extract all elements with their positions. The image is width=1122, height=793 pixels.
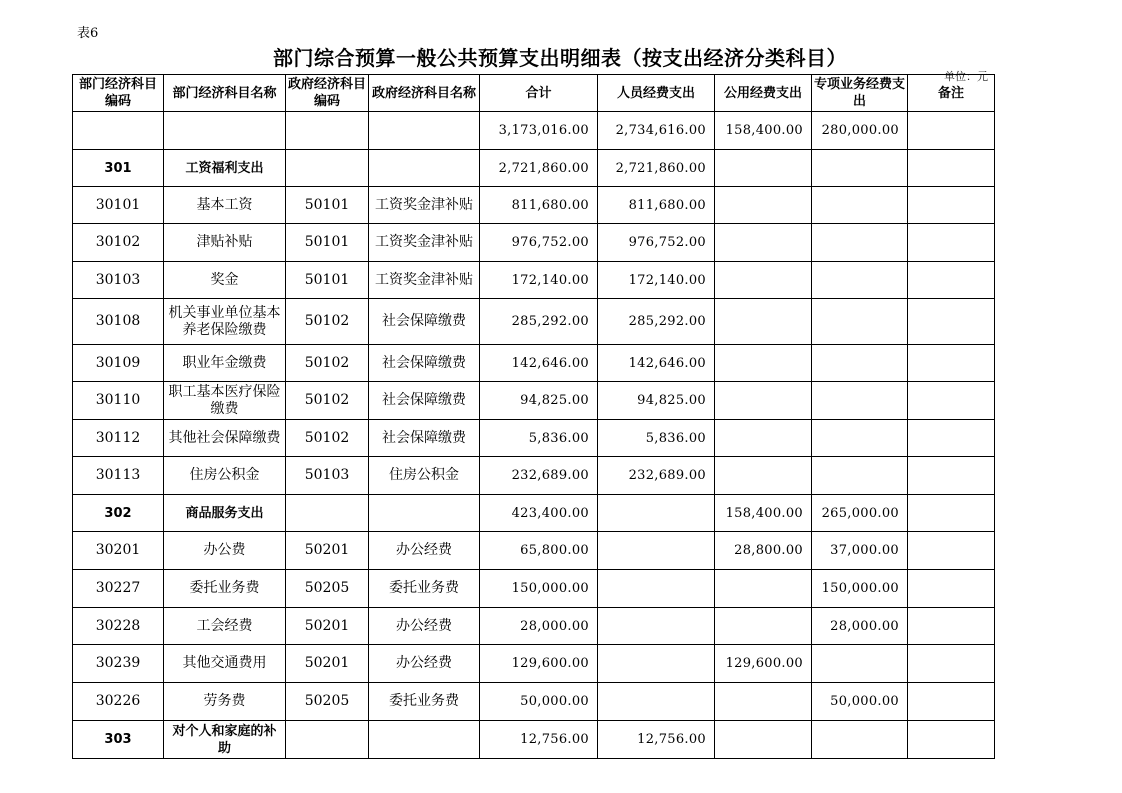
cell-gov-name	[369, 150, 480, 187]
cell-gov-name	[369, 721, 480, 759]
cell-note	[908, 683, 995, 721]
cell-gov-name: 办公经费	[369, 532, 480, 570]
cell-gov-name: 办公经费	[369, 608, 480, 645]
cell-note	[908, 495, 995, 532]
cell-public	[715, 721, 812, 759]
cell-gov-name: 委托业务费	[369, 683, 480, 721]
col-header-dept-name: 部门经济科目名称	[164, 75, 286, 112]
cell-gov-code: 50103	[286, 457, 369, 495]
cell-public: 158,400.00	[715, 495, 812, 532]
cell-personnel	[598, 608, 715, 645]
cell-gov-code	[286, 495, 369, 532]
col-header-dept-code: 部门经济科目编码	[73, 75, 164, 112]
cell-personnel: 142,646.00	[598, 345, 715, 382]
cell-dept-name: 职工基本医疗保险缴费	[164, 382, 286, 420]
cell-total: 65,800.00	[480, 532, 598, 570]
table-row	[73, 262, 995, 299]
cell-gov-code: 50102	[286, 420, 369, 457]
cell-total: 976,752.00	[480, 224, 598, 262]
cell-note	[908, 645, 995, 683]
cell-dept-name: 机关事业单位基本养老保险缴费	[164, 299, 286, 345]
cell-gov-name: 社会保障缴费	[369, 299, 480, 345]
table-row	[73, 299, 995, 345]
cell-gov-name	[369, 112, 480, 150]
cell-personnel: 811,680.00	[598, 187, 715, 224]
cell-dept-code: 30110	[73, 382, 164, 420]
cell-note	[908, 187, 995, 224]
table-row	[73, 645, 995, 683]
cell-personnel: 976,752.00	[598, 224, 715, 262]
cell-dept-code: 30239	[73, 645, 164, 683]
cell-public	[715, 150, 812, 187]
cell-note	[908, 608, 995, 645]
cell-note	[908, 532, 995, 570]
cell-special	[812, 224, 908, 262]
cell-personnel	[598, 645, 715, 683]
cell-note	[908, 112, 995, 150]
cell-note	[908, 570, 995, 608]
cell-dept-code: 30102	[73, 224, 164, 262]
table-row	[73, 187, 995, 224]
table-row	[73, 570, 995, 608]
cell-gov-name: 住房公积金	[369, 457, 480, 495]
cell-special	[812, 262, 908, 299]
cell-special: 280,000.00	[812, 112, 908, 150]
table-row	[73, 224, 995, 262]
cell-gov-code: 50205	[286, 570, 369, 608]
cell-dept-code: 30228	[73, 608, 164, 645]
cell-special: 150,000.00	[812, 570, 908, 608]
cell-note	[908, 721, 995, 759]
cell-gov-code: 50102	[286, 382, 369, 420]
cell-gov-code: 50101	[286, 187, 369, 224]
cell-total: 94,825.00	[480, 382, 598, 420]
cell-dept-name: 其他社会保障缴费	[164, 420, 286, 457]
cell-gov-code	[286, 721, 369, 759]
cell-dept-code: 30113	[73, 457, 164, 495]
cell-dept-code: 30112	[73, 420, 164, 457]
cell-total: 423,400.00	[480, 495, 598, 532]
cell-special	[812, 457, 908, 495]
cell-dept-code: 302	[73, 495, 164, 532]
col-header-gov-code: 政府经济科目编码	[286, 75, 369, 112]
cell-gov-name: 办公经费	[369, 645, 480, 683]
cell-public	[715, 608, 812, 645]
table-row	[73, 683, 995, 721]
col-header-public: 公用经费支出	[715, 75, 812, 112]
cell-personnel: 172,140.00	[598, 262, 715, 299]
cell-total: 142,646.00	[480, 345, 598, 382]
header-row	[73, 75, 995, 112]
cell-dept-code: 301	[73, 150, 164, 187]
cell-dept-name: 津贴补贴	[164, 224, 286, 262]
cell-note	[908, 299, 995, 345]
cell-special	[812, 150, 908, 187]
cell-personnel	[598, 683, 715, 721]
cell-personnel: 285,292.00	[598, 299, 715, 345]
cell-gov-code	[286, 112, 369, 150]
cell-dept-name: 工资福利支出	[164, 150, 286, 187]
cell-dept-name: 基本工资	[164, 187, 286, 224]
cell-special	[812, 721, 908, 759]
cell-dept-code: 30108	[73, 299, 164, 345]
cell-total: 2,721,860.00	[480, 150, 598, 187]
cell-personnel	[598, 495, 715, 532]
cell-personnel: 94,825.00	[598, 382, 715, 420]
cell-public	[715, 224, 812, 262]
cell-dept-code: 30109	[73, 345, 164, 382]
cell-dept-code: 30101	[73, 187, 164, 224]
cell-personnel	[598, 532, 715, 570]
cell-public	[715, 262, 812, 299]
cell-gov-code: 50101	[286, 224, 369, 262]
cell-total: 172,140.00	[480, 262, 598, 299]
cell-gov-code: 50102	[286, 299, 369, 345]
cell-special: 37,000.00	[812, 532, 908, 570]
cell-public: 28,800.00	[715, 532, 812, 570]
cell-special: 28,000.00	[812, 608, 908, 645]
col-header-note: 备注	[908, 75, 995, 112]
cell-dept-code: 303	[73, 721, 164, 759]
col-header-special: 专项业务经费支出	[812, 75, 908, 112]
cell-gov-name: 社会保障缴费	[369, 382, 480, 420]
cell-public	[715, 299, 812, 345]
cell-personnel: 2,734,616.00	[598, 112, 715, 150]
cell-personnel: 2,721,860.00	[598, 150, 715, 187]
col-header-personnel: 人员经费支出	[598, 75, 715, 112]
page-title: 部门综合预算一般公共预算支出明细表（按支出经济分类科目）	[273, 46, 847, 70]
cell-total: 285,292.00	[480, 299, 598, 345]
cell-total: 150,000.00	[480, 570, 598, 608]
cell-special	[812, 345, 908, 382]
cell-note	[908, 345, 995, 382]
cell-personnel	[598, 570, 715, 608]
cell-note	[908, 224, 995, 262]
cell-dept-name: 职业年金缴费	[164, 345, 286, 382]
cell-gov-code: 50201	[286, 532, 369, 570]
cell-total: 28,000.00	[480, 608, 598, 645]
cell-special	[812, 645, 908, 683]
table-row	[73, 420, 995, 457]
cell-special: 265,000.00	[812, 495, 908, 532]
cell-total: 3,173,016.00	[480, 112, 598, 150]
cell-personnel: 232,689.00	[598, 457, 715, 495]
cell-gov-code: 50201	[286, 608, 369, 645]
col-header-total: 合计	[480, 75, 598, 112]
cell-dept-name: 委托业务费	[164, 570, 286, 608]
table-number: 表6	[77, 26, 99, 41]
cell-dept-name: 办公费	[164, 532, 286, 570]
cell-gov-code	[286, 150, 369, 187]
cell-special: 50,000.00	[812, 683, 908, 721]
cell-dept-name: 劳务费	[164, 683, 286, 721]
category-row	[73, 150, 995, 187]
cell-total: 12,756.00	[480, 721, 598, 759]
cell-gov-name	[369, 495, 480, 532]
cell-dept-name	[164, 112, 286, 150]
cell-dept-name: 奖金	[164, 262, 286, 299]
cell-gov-name: 社会保障缴费	[369, 345, 480, 382]
cell-note	[908, 150, 995, 187]
cell-dept-code: 30201	[73, 532, 164, 570]
cell-public	[715, 457, 812, 495]
cell-public	[715, 345, 812, 382]
table-row	[73, 382, 995, 420]
expenditure-table	[72, 74, 995, 759]
cell-dept-name: 住房公积金	[164, 457, 286, 495]
cell-special	[812, 420, 908, 457]
cell-total: 811,680.00	[480, 187, 598, 224]
cell-dept-code: 30226	[73, 683, 164, 721]
cell-gov-code: 50102	[286, 345, 369, 382]
col-header-gov-name: 政府经济科目名称	[369, 75, 480, 112]
cell-note	[908, 262, 995, 299]
cell-gov-name: 工资奖金津补贴	[369, 262, 480, 299]
category-row	[73, 495, 995, 532]
cell-gov-name: 工资奖金津补贴	[369, 187, 480, 224]
category-row	[73, 721, 995, 759]
cell-dept-name: 工会经费	[164, 608, 286, 645]
cell-note	[908, 420, 995, 457]
cell-public	[715, 382, 812, 420]
cell-dept-name: 对个人和家庭的补助	[164, 721, 286, 759]
table-row	[73, 608, 995, 645]
cell-special	[812, 299, 908, 345]
cell-gov-name: 社会保障缴费	[369, 420, 480, 457]
unit-label: 单位：元	[944, 70, 988, 83]
table-row	[73, 457, 995, 495]
table-row	[73, 532, 995, 570]
cell-note	[908, 382, 995, 420]
cell-note	[908, 457, 995, 495]
cell-total: 50,000.00	[480, 683, 598, 721]
cell-gov-name: 委托业务费	[369, 570, 480, 608]
cell-dept-name: 其他交通费用	[164, 645, 286, 683]
cell-dept-code	[73, 112, 164, 150]
cell-dept-code: 30103	[73, 262, 164, 299]
cell-public: 158,400.00	[715, 112, 812, 150]
cell-total: 129,600.00	[480, 645, 598, 683]
cell-gov-name: 工资奖金津补贴	[369, 224, 480, 262]
cell-public: 129,600.00	[715, 645, 812, 683]
cell-public	[715, 570, 812, 608]
cell-gov-code: 50205	[286, 683, 369, 721]
cell-dept-name: 商品服务支出	[164, 495, 286, 532]
total-row	[73, 112, 995, 150]
cell-personnel: 12,756.00	[598, 721, 715, 759]
cell-public	[715, 187, 812, 224]
cell-gov-code: 50101	[286, 262, 369, 299]
cell-public	[715, 683, 812, 721]
cell-gov-code: 50201	[286, 645, 369, 683]
cell-personnel: 5,836.00	[598, 420, 715, 457]
cell-total: 5,836.00	[480, 420, 598, 457]
cell-dept-code: 30227	[73, 570, 164, 608]
cell-total: 232,689.00	[480, 457, 598, 495]
cell-special	[812, 187, 908, 224]
cell-special	[812, 382, 908, 420]
table-row	[73, 345, 995, 382]
cell-public	[715, 420, 812, 457]
